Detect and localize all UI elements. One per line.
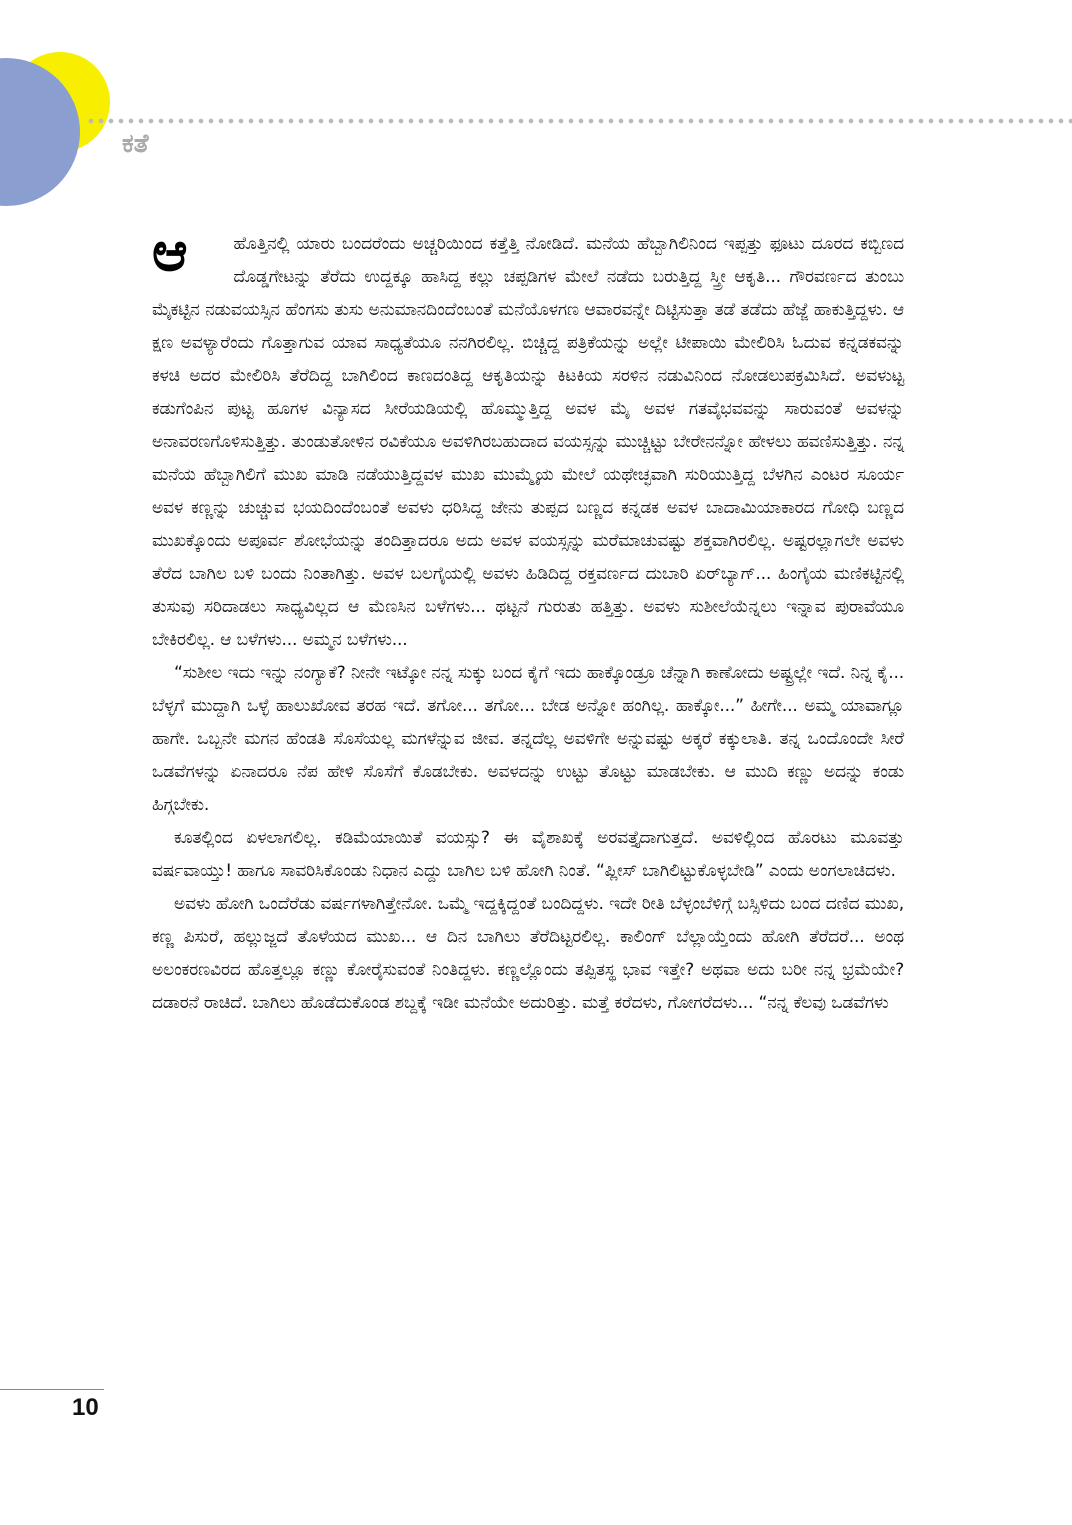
story-paragraph-1-text: ಹೊತ್ತಿನಲ್ಲಿ ಯಾರು ಬಂದರೆಂದು ಅಚ್ಚರಿಯಿಂದ ಕತ್ತೆತ್ತಿ ನೋಡಿದೆ. ಮನೆಯ ಹೆಬ್ಬಾಗಿಲಿನಿಂದ ಇಪ್ಪತ್ತು ಫೂಟು ದೂರದ ಕಬ್ಬಿಣದ ದೊಡ್ಡಗೇಟನ್ನು ತೆರೆದು ಉದ್ದಕ್ಕೂ ಹಾಸಿದ್ದ ಕಲ್ಲು ಚಪ್ಪಡಿಗಳ ಮೇಲೆ ನಡೆದು ಬರುತ್ತಿದ್ದ ಸ್ತ್ರೀ ಆಕೃತಿ... ಗೌರವರ್ಣದ ತುಂಬು ಮೈಕಟ್ಟಿನ ನಡುವಯಸ್ಸಿನ ಹೆಂಗಸು ತುಸು ಅನುಮಾನದಿಂದೆಂಬಂತೆ ಮನೆಯೊಳಗಣ ಆವಾರವನ್ನೇ ದಿಟ್ಟಿಸುತ್ತಾ ತಡೆ ತಡೆದು ಹೆಜ್ಜೆ ಹಾಕುತ್ತಿದ್ದಳು. ಆ ಕ್ಷಣ ಅವಳ್ಯಾರೆಂದು ಗೊತ್ತಾಗುವ ಯಾವ ಸಾಧ್ಯತೆಯೂ ನನಗಿರಲಿಲ್ಲ. ಬಿಚ್ಚಿದ್ದ ಪತ್ರಿಕೆಯನ್ನು ಅಲ್ಲೇ ಟೀಪಾಯಿ ಮೇಲಿರಿಸಿ ಓದುವ ಕನ್ನಡಕವನ್ನು ಕಳಚಿ ಅದರ ಮೇಲಿರಿಸಿ ತೆರೆದಿದ್ದ ಬಾಗಿಲಿಂದ ಕಾಣದಂತಿದ್ದ ಆಕೃತಿಯನ್ನು ಕಿಟಕಿಯ ಸರಳಿನ ನಡುವಿನಿಂದ ನೋಡಲುಪಕ್ರಮಿಸಿದೆ. ಅವಳುಟ್ಟ ಕಡುಗೆಂಪಿನ ಪುಟ್ಟ ಹೂಗಳ ವಿನ್ಯಾಸದ ಸೀರೆಯಡಿಯಲ್ಲಿ ಹೊಮ್ಮುತ್ತಿದ್ದ ಅವಳ ಮೈ ಅವಳ ಗತವೈಭವವನ್ನು ಸಾರುವಂತೆ ಅವಳನ್ನು ಅನಾವರಣಗೊಳಿಸುತ್ತಿತ್ತು. ತುಂಡುತೋಳಿನ ರವಿಕೆಯೂ ಅವಳಿಗಿರಬಹುದಾದ ವಯಸ್ಸನ್ನು ಮುಚ್ಚಿಟ್ಟು ಬೇರೇನನ್ನೋ ಹೇಳಲು ಹವಣಿಸುತ್ತಿತ್ತು. ನನ್ನ ಮನೆಯ ಹೆಬ್ಬಾಗಿಲಿಗೆ ಮುಖ ಮಾಡಿ ನಡೆಯುತ್ತಿದ್ದವಳ ಮುಖ ಮುಮ್ಮೈಯ ಮೇಲೆ ಯಥೇಚ್ಛವಾಗಿ ಸುರಿಯುತ್ತಿದ್ದ ಬೆಳಗಿನ ಎಂಟರ ಸೂರ್ಯ ಅವಳ ಕಣ್ಣನ್ನು ಚುಚ್ಚುವ ಭಯದಿಂದೆಂಬಂತೆ ಅವಳು ಧರಿಸಿದ್ದ ಜೇನು ತುಪ್ಪದ ಬಣ್ಣದ ಕನ್ನಡಕ ಅವಳ ಬಾದಾಮಿಯಾಕಾರದ ಗೋಧಿ ಬಣ್ಣದ ಮುಖಕ್ಕೊಂದು ಅಪೂರ್ವ ಶೋಭೆಯನ್ನು ತಂದಿತ್ತಾದರೂ ಅದು ಅವಳ ವಯಸ್ಸನ್ನು ಮರೆಮಾಚುವಷ್ಟು ಶಕ್ತವಾಗಿರಲಿಲ್ಲ. ಅಷ್ಟರಲ್ಲಾಗಲೇ ಅವಳು ತೆರೆದ ಬಾಗಿಲ ಬಳಿ ಬಂದು ನಿಂತಾಗಿತ್ತು. ಅವಳ ಬಲಗೈಯಲ್ಲಿ ಅವಳು ಹಿಡಿದಿದ್ದ ರಕ್ತವರ್ಣದ ದುಬಾರಿ ಏರ್‌ಬ್ಯಾಗ್... ಹಿಂಗೈಯ ಮಣಿಕಟ್ಟಿನಲ್ಲಿ ತುಸುವು ಸರಿದಾಡಲು ಸಾಧ್ಯವಿಲ್ಲದ ಆ ಮೆಣಸಿನ ಬಳೆಗಳು... ಥಟ್ಟನೆ ಗುರುತು ಹತ್ತಿತ್ತು. ಅವಳು ಸುಶೀಲೆಯೆನ್ನಲು ಇನ್ನಾವ ಪುರಾವೆಯೂ ಬೇಕಿರಲಿಲ್ಲ. ಆ ಬಳೆಗಳು... ಅಮ್ಮನ ಬಳೆಗಳು... (152, 234, 904, 650)
drop-cap: ಆ (152, 220, 188, 283)
page-number-rule (0, 1389, 104, 1390)
story-body (152, 220, 904, 1020)
page-number: 10 (72, 1394, 99, 1421)
story-paragraph-3: ಕೂತಲ್ಲಿಂದ ಏಳಲಾಗಲಿಲ್ಲ. ಕಡಿಮೆಯಾಯಿತೆ ವಯಸ್ಸು? ಈ ವೈಶಾಖಕ್ಕೆ ಅರವತ್ತೈದಾಗುತ್ತದೆ. ಅವಳಿಲ್ಲಿಂದ ಹೊರಟು ಮೂವತ್ತು ವರ್ಷವಾಯ್ತು! ಹಾಗೂ ಸಾವರಿಸಿಕೊಂಡು ನಿಧಾನ ಎದ್ದು ಬಾಗಿಲ ಬಳಿ ಹೋಗಿ ನಿಂತೆ. “ಪ್ಲೀಸ್ ಬಾಗಿಲಿಟ್ಟುಕೊಳ್ಳಬೇಡಿ” ಎಂದು ಅಂಗಲಾಚಿದಳು. (152, 828, 904, 881)
section-label: ಕತೆ (122, 129, 149, 159)
story-paragraph-2: “ಸುಶೀಲ ಇದು ಇನ್ನು ನಂಗ್ಯಾಕೆ? ನೀನೇ ಇಟ್ಕೋ ನನ್ನ ಸುಕ್ಕು ಬಂದ ಕೈಗೆ ಇದು ಹಾಕ್ಕೊಂಡ್ರೂ ಚೆನ್ನಾಗಿ ಕಾಣೋದು ಅಷ್ಟ್ರಲ್ಲೇ ಇದೆ. ನಿನ್ನ ಕೈ... ಬೆಳ್ಳಗೆ ಮುದ್ದಾಗಿ ಒಳ್ಳೆ ಹಾಲುಖೋವ ತರಹ ಇದೆ. ತಗೋ... ತಗೋ... ಬೇಡ ಅನ್ನೋ ಹಂಗಿಲ್ಲ. ಹಾಕ್ಕೋ...” ಹೀಗೇ... ಅಮ್ಮ ಯಾವಾಗ್ಲೂ ಹಾಗೇ. ಒಬ್ಬನೇ ಮಗನ ಹೆಂಡತಿ ಸೊಸೆಯಲ್ಲ ಮಗಳೆನ್ನುವ ಜೀವ. ತನ್ನದೆಲ್ಲ ಅವಳಿಗೇ ಅನ್ನುವಷ್ಟು ಅಕ್ಕರೆ ಕಕ್ಕುಲಾತಿ. ತನ್ನ ಒಂದೊಂದೇ ಸೀರೆ ಒಡವೆಗಳನ್ನು ಏನಾದರೂ ನೆಪ ಹೇಳಿ ಸೊಸೆಗೆ ಕೊಡಬೇಕು. ಅವಳದನ್ನು ಉಟ್ಟು ತೊಟ್ಟು ಮಾಡಬೇಕು. ಆ ಮುದಿ ಕಣ್ಣು ಅದನ್ನು ಕಂಡು ಹಿಗ್ಗಬೇಕು. (152, 663, 904, 815)
story-paragraph-4: ಅವಳು ಹೋಗಿ ಒಂದೆರೆಡು ವರ್ಷಗಳಾಗಿತ್ತೇನೋ. ಒಮ್ಮೆ ಇದ್ದಕ್ಕಿದ್ದಂತೆ ಬಂದಿದ್ದಳು. ಇದೇ ರೀತಿ ಬೆಳ್ಳಂಬೆಳಿಗ್ಗೆ ಬಸ್ಸಿಳಿದು ಬಂದ ದಣಿದ ಮುಖ, ಕಣ್ಣ ಪಿಸುರೆ, ಹಲ್ಲುಜ್ಜದೆ ತೊಳೆಯದ ಮುಖ... ಆ ದಿನ ಬಾಗಿಲು ತೆರೆದಿಟ್ಟರಲಿಲ್ಲ. ಕಾಲಿಂಗ್ ಬೆಲ್ಲಾಯ್ತೆಂದು ಹೋಗಿ ತೆರೆದರೆ... ಅಂಥ ಅಲಂಕರಣವಿರದ ಹೊತ್ತಲ್ಲೂ ಕಣ್ಣು ಕೋರೈಸುವಂತೆ ನಿಂತಿದ್ದಳು. ಕಣ್ಣಲ್ಲೊಂದು ತಪ್ಪಿತಸ್ಥ ಭಾವ ಇತ್ತೇ? ಅಥವಾ ಅದು ಬರೀ ನನ್ನ ಭ್ರಮೆಯೇ? ದಡಾರನೆ ರಾಚಿದೆ. ಬಾಗಿಲು ಹೊಡೆದುಕೊಂಡ ಶಬ್ದಕ್ಕೆ ಇಡೀ ಮನೆಯೇ ಅದುರಿತ್ತು. ಮತ್ತೆ ಕರೆದಳು, ಗೋಗರೆದಳು... “ನನ್ನ ಕೆಲವು ಒಡವೆಗಳು (152, 894, 904, 1013)
dotted-header-rule (86, 118, 1072, 124)
story-paragraph-1 (152, 220, 904, 657)
